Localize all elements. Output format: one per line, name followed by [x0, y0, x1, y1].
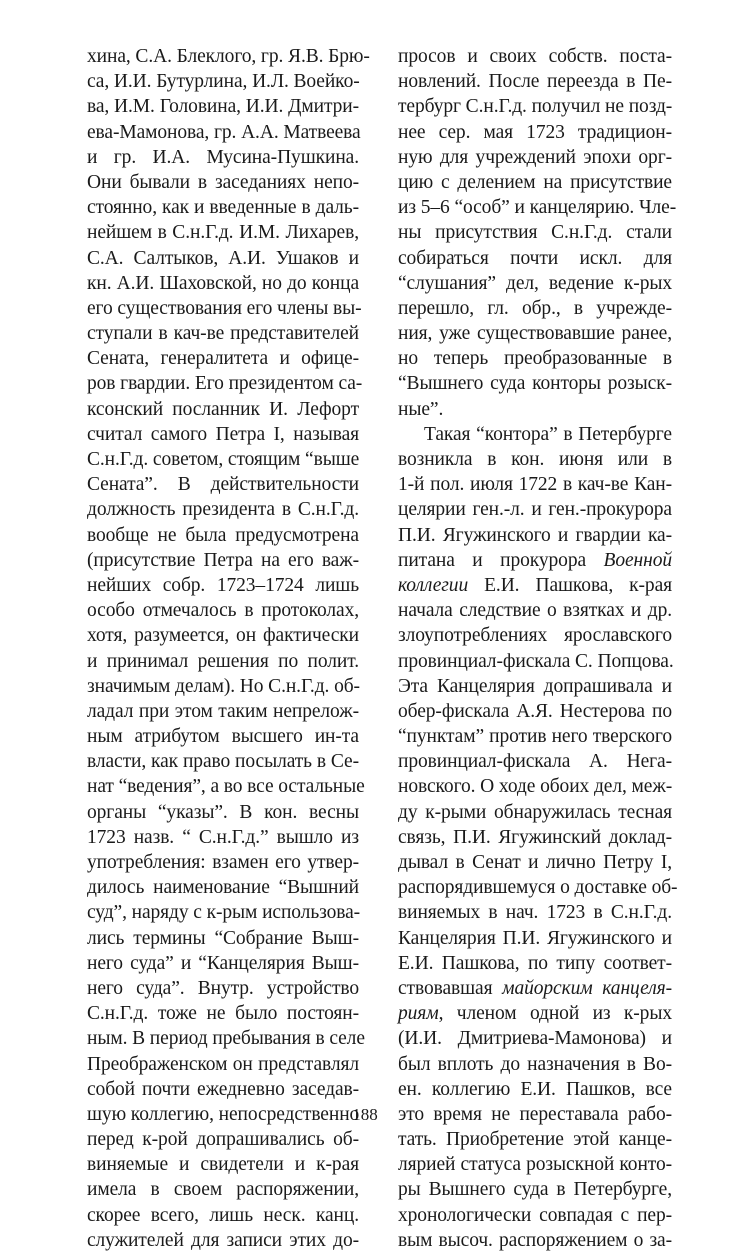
text-line: хронологически совпадая с пер- — [398, 1204, 672, 1226]
text-line: Такая “контора” в Петербурге — [424, 423, 672, 445]
text-line: должность президента в С.н.Г.д. — [87, 499, 359, 521]
text-line: провинциал-фискала А. Нега- — [398, 751, 672, 773]
text-line: собираться почти искл. для — [398, 247, 672, 269]
text-line: начала следствие о взятках и др. — [398, 600, 672, 622]
text-line: употребления: взамен его утвер- — [87, 852, 359, 873]
text-line: возникла в кон. июня или в — [398, 449, 672, 470]
text-line: ным. В период пребывания в селе — [87, 1028, 365, 1050]
text-line: Сената, генералитета и офице- — [87, 348, 359, 370]
text-line: С.А. Салтыков, А.И. Ушаков и — [87, 247, 359, 269]
text-line: собой почти ежедневно заседав- — [87, 1078, 359, 1100]
right-column — [398, 44, 678, 1253]
text-line: ным атрибутом высшего ин-та — [87, 726, 359, 748]
text-segment: питана и прокурора — [398, 549, 604, 571]
text-line: скорее всего, лишь неск. канц. — [87, 1204, 359, 1226]
text-line: ксонский посланник И. Лефорт — [87, 398, 359, 420]
text-line: тать. Приобретение этой канце- — [398, 1129, 672, 1151]
text-line: Канцелярия П.И. Ягужинского и — [398, 927, 672, 949]
text-line: ную для учреждений эпохи орг- — [398, 146, 672, 168]
text-line: суд”, наряду с к-рым использова- — [87, 902, 361, 924]
text-segment: ствовавшая — [398, 977, 503, 999]
text-line: Сената”. В действительности — [87, 474, 359, 496]
text-line: ступали в кач-ве представителей — [87, 323, 359, 345]
text-segment: П.И. Ягужинского и гвардии ка- — [398, 524, 672, 546]
text-line: хина, С.А. Блеклого, гр. Я.В. Брю- — [87, 46, 370, 67]
text-line: кн. А.И. Шаховской, но до конца — [87, 272, 359, 294]
text-line: 1723 назв. “ С.н.Г.д.” вышло из — [87, 826, 359, 848]
text-line — [398, 573, 672, 598]
text-line: ны присутствия С.н.Г.д. стали — [398, 222, 672, 244]
text-line — [398, 548, 672, 573]
text-line: тербург С.н.Г.д. получил не позд- — [398, 96, 673, 118]
text-line: шую коллегию, непосредственно — [87, 1103, 360, 1125]
text-line: органы “указы”. В кон. весны — [87, 801, 359, 823]
text-line: целярии ген.-л. и ген.-прокурора — [398, 499, 672, 521]
text-line: ров гвардии. Его президентом са- — [87, 373, 363, 395]
text-line: дилось наименование “Вышний — [87, 877, 359, 899]
text-line: его существования его члены вы- — [87, 297, 362, 319]
italic-text-segment: Военной — [603, 549, 672, 571]
text-line: виняемых в нач. 1723 в С.н.Г.д. — [398, 902, 672, 924]
text-line: са, И.И. Бутурлина, И.Л. Воейко- — [87, 71, 360, 93]
text-line: Преображенском он представлял — [87, 1053, 359, 1075]
text-segment: , членом одной из к-рых — [438, 1003, 672, 1025]
text-line: нейших собр. 1723–1724 лишь — [87, 574, 359, 596]
text-line: нат “ведения”, а во все остальные — [87, 776, 365, 798]
text-line: “пунктам” против него тверского — [398, 726, 672, 748]
text-line: Эта Канцелярия допрашивала и — [398, 675, 672, 697]
text-line: ры Вышнего суда в Петербурге, — [398, 1179, 672, 1201]
text-line: просов и своих собств. поста- — [398, 46, 672, 67]
text-line: ва, И.М. Головина, И.И. Дмитри- — [87, 96, 359, 118]
text-line: распорядившемуся о доставке об- — [398, 877, 678, 899]
text-line: перед к-рой допрашивались об- — [87, 1129, 359, 1151]
text-line: лярией статуса розыскной конто- — [398, 1154, 672, 1176]
text-line: Е.И. Пашкова, по типу соответ- — [398, 952, 672, 974]
text-line: лись термины “Собрание Выш- — [87, 927, 359, 949]
text-line: считал самого Петра I, называя — [87, 423, 359, 445]
text-segment: Е.И. Пашкова, к-рая — [468, 574, 672, 596]
text-line: ные”. — [398, 398, 444, 420]
text-line: него суда” и “Канцелярия Выш- — [87, 952, 359, 974]
text-line: цию с делением на присутствие — [398, 171, 672, 193]
text-line: “слушания” дел, ведение к-рых — [398, 272, 672, 294]
text-line: новлений. После переезда в Пе- — [398, 71, 672, 93]
text-line: хотя, разумеется, он фактически — [87, 625, 359, 647]
text-line: связь, П.И. Ягужинский доклад- — [398, 826, 672, 848]
text-line: новского. О ходе обоих дел, меж- — [398, 776, 673, 798]
text-line: но теперь преобразованные в — [398, 348, 672, 370]
text-line: и гр. И.А. Мусина-Пушкина. — [87, 146, 359, 168]
text-line: это время не переставала рабо- — [398, 1103, 672, 1125]
text-line: Они бывали в заседаниях непо- — [87, 171, 359, 193]
text-line: 1-й пол. июля 1722 в кач-ве Кан- — [398, 474, 672, 496]
text-line: вообще не была предусмотрена — [87, 524, 359, 546]
text-line: ладал при этом таким непрелож- — [87, 700, 359, 722]
text-line: был вплоть до назначения в Во- — [398, 1053, 672, 1075]
text-line: перешло, гл. обр., в учрежде- — [398, 297, 672, 319]
text-line: власти, как право посылать в Се- — [87, 751, 359, 773]
italic-text-segment: риям — [398, 1003, 439, 1025]
text-line: ен. коллегию Е.И. Пашков, все — [398, 1078, 672, 1100]
text-line: виняемые и свидетели и к-рая — [87, 1154, 359, 1176]
text-line: стоянно, как и введенные в даль- — [87, 197, 359, 219]
text-line: и принимал решения по полит. — [87, 650, 359, 672]
text-line: имела в своем распоряжении, — [87, 1179, 359, 1201]
text-line: нейшем в С.н.Г.д. И.М. Лихарев, — [87, 222, 359, 244]
text-line — [398, 523, 672, 548]
text-line: значимым делам). Но С.н.Г.д. об- — [87, 675, 360, 697]
text-line: злоупотреблениях ярославского — [398, 625, 672, 647]
text-line — [398, 976, 672, 1001]
italic-text-segment: коллегии — [398, 574, 469, 596]
text-line: дывал в Сенат и лично Петру I, — [398, 852, 672, 873]
text-line: провинциал-фискала С. Попцова. — [398, 650, 674, 672]
text-line: особо отмечалось в протоколах, — [87, 600, 359, 622]
text-line: него суда”. Внутр. устройство — [87, 977, 359, 999]
text-line — [398, 1001, 672, 1026]
text-line: вым высоч. распоряжением о за- — [398, 1229, 672, 1251]
text-line: ева-Мамонова, гр. А.А. Матвеева — [87, 121, 361, 143]
page-number: 188 — [352, 1105, 378, 1124]
text-line: (И.И. Дмитриева-Мамонова) и — [398, 1028, 672, 1050]
italic-text-segment: майорским канцеля- — [502, 977, 672, 999]
text-line: обер-фискала А.Я. Нестерова по — [398, 700, 672, 722]
text-line: (присутствие Петра на его важ- — [87, 549, 359, 571]
text-line: ния, уже существовавшие ранее, — [398, 323, 672, 345]
text-line: служителей для записи этих до- — [87, 1229, 359, 1251]
text-line: С.н.Г.д. советом, стоящим “выше — [87, 449, 360, 470]
text-line: из 5–6 “особ” и канцелярию. Чле- — [398, 197, 677, 219]
text-line: С.н.Г.д. тоже не было постоян- — [87, 1003, 359, 1025]
text-line: “Вышнего суда конторы розыск- — [398, 373, 672, 395]
text-line: ду к-рыми обнаружилась тесная — [398, 801, 672, 823]
text-line: нее сер. мая 1723 традицион- — [398, 121, 672, 143]
